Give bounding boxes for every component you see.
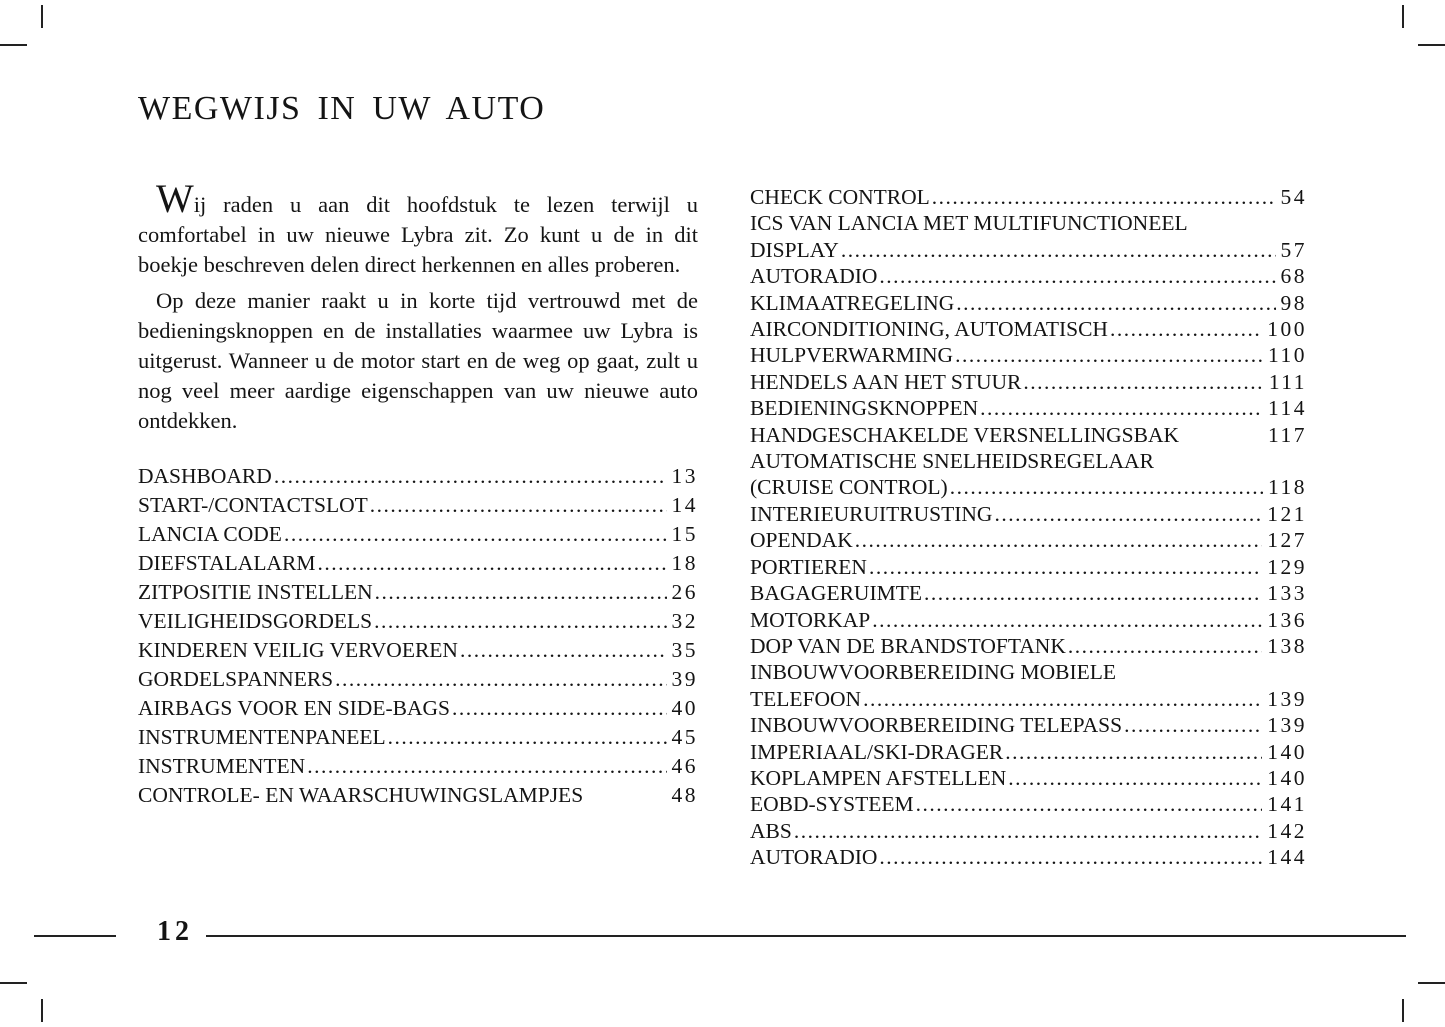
toc-entry-line — [750, 739, 1307, 765]
toc-page-number: 48 — [671, 783, 698, 807]
crop-mark-top-right-horizontal — [1418, 44, 1445, 46]
toc-entry-line — [750, 290, 1307, 316]
toc-dot-leader — [956, 290, 1275, 316]
toc-label: INTERIEURUITRUSTING — [750, 501, 993, 526]
initial-capital: W — [156, 176, 194, 221]
toc-page-number: 54 — [1280, 185, 1307, 209]
toc-label: INSTRUMENTEN — [138, 754, 306, 778]
toc-dot-leader — [317, 549, 666, 578]
toc-page-number: 68 — [1280, 264, 1307, 289]
intro-text — [138, 176, 698, 436]
toc-label: AUTOMATISCHE SNELHEIDSREGELAAR — [750, 449, 1154, 474]
toc-entry-line — [750, 844, 1307, 870]
toc-left — [138, 462, 698, 810]
toc-page-number: 57 — [1280, 237, 1307, 262]
toc-label: OPENDAK — [750, 528, 853, 553]
toc-dot-leader — [932, 184, 1276, 210]
toc-page-number: 45 — [671, 725, 698, 749]
toc-entry-line — [750, 263, 1307, 289]
toc-dot-leader — [1124, 712, 1262, 738]
toc-entry-line — [750, 527, 1307, 553]
footer-page-number: 12 — [157, 916, 193, 947]
toc-dot-leader — [994, 501, 1262, 527]
toc-page-number: 141 — [1267, 792, 1307, 817]
toc-page-number: 46 — [671, 754, 698, 778]
toc-entry-line — [138, 462, 698, 491]
left-column — [138, 176, 698, 810]
toc-entry-line — [750, 237, 1307, 263]
toc-label: MOTORKAP — [750, 607, 871, 632]
toc-page-number: 35 — [671, 638, 698, 662]
toc-dot-leader — [980, 395, 1263, 421]
toc-label: INBOUWVOORBEREIDING TELEPASS — [750, 713, 1123, 738]
toc-label: GORDELSPANNERS — [138, 667, 334, 691]
toc-dot-leader — [841, 237, 1276, 263]
toc-dot-leader — [1110, 316, 1262, 342]
footer-rule-left — [34, 935, 116, 937]
toc-entry-line — [138, 723, 698, 752]
toc-entry-line — [750, 501, 1307, 527]
toc-dot-leader — [872, 607, 1262, 633]
toc-dot-leader — [794, 818, 1262, 844]
toc-entry-line — [750, 818, 1307, 844]
toc-page-number: 18 — [671, 551, 698, 575]
toc-page-number: 136 — [1267, 607, 1307, 632]
toc-page-number: 14 — [671, 493, 698, 517]
intro-paragraph-1 — [138, 176, 698, 280]
toc-entry-line — [750, 448, 1307, 474]
toc-dot-leader — [950, 474, 1263, 500]
toc-label: IMPERIAAL/SKI-DRAGER — [750, 739, 1004, 764]
toc-entry-line — [750, 369, 1307, 395]
toc-entry-line — [750, 422, 1307, 448]
toc-label: AIRCONDITIONING, AUTOMATISCH — [750, 317, 1108, 342]
toc-entry-line — [138, 491, 698, 520]
toc-entry-line — [750, 554, 1307, 580]
toc-label: DOP VAN DE BRANDSTOFTANK — [750, 633, 1066, 658]
toc-entry-line — [750, 686, 1307, 712]
toc-label: KLIMAATREGELING — [750, 290, 955, 315]
toc-page-number: 13 — [671, 464, 698, 488]
toc-entry-line — [138, 607, 698, 636]
toc-label: BEDIENINGSKNOPPEN — [750, 396, 979, 421]
toc-page-number: 142 — [1267, 818, 1307, 843]
toc-entry-line — [138, 549, 698, 578]
toc-dot-leader — [460, 636, 667, 665]
toc-entry-line — [750, 316, 1307, 342]
toc-right — [750, 184, 1307, 871]
toc-label: ZITPOSITIE INSTELLEN — [138, 580, 373, 604]
toc-page-number: 114 — [1268, 396, 1307, 421]
toc-dot-leader — [869, 554, 1262, 580]
toc-label: TELEFOON — [750, 686, 862, 711]
toc-page-number: 100 — [1267, 317, 1307, 342]
toc-entry-line — [138, 520, 698, 549]
toc-page-number: 139 — [1267, 686, 1307, 711]
toc-label: VEILIGHEIDSGORDELS — [138, 609, 373, 633]
toc-entry-line — [750, 791, 1307, 817]
toc-dot-leader — [879, 263, 1275, 289]
toc-dot-leader — [916, 791, 1263, 817]
toc-entry-line — [138, 752, 698, 781]
toc-label: INSTRUMENTENPANEEL — [138, 725, 386, 749]
toc-dot-leader — [284, 520, 667, 549]
toc-entry-line — [138, 578, 698, 607]
toc-label: HULPVERWARMING — [750, 343, 954, 368]
toc-dot-leader — [375, 578, 667, 607]
toc-page-number: 140 — [1267, 765, 1307, 790]
toc-page-number: 26 — [671, 580, 698, 604]
toc-label: INBOUWVOORBEREIDING MOBIELE — [750, 660, 1117, 685]
crop-mark-bottom-left-horizontal — [0, 982, 27, 984]
right-column — [750, 184, 1307, 871]
toc-page-number: 129 — [1267, 554, 1307, 579]
toc-entry-line — [138, 665, 698, 694]
toc-label: BAGAGERUIMTE — [750, 581, 922, 606]
toc-dot-leader — [335, 665, 666, 694]
toc-dot-leader — [452, 694, 667, 723]
toc-page-number: 98 — [1280, 290, 1307, 315]
toc-page-number: 15 — [671, 522, 698, 546]
toc-page-number: 118 — [1268, 475, 1307, 500]
crop-mark-bottom-left-vertical — [41, 999, 43, 1022]
toc-page-number: 110 — [1268, 343, 1307, 368]
toc-entry-line — [750, 580, 1307, 606]
toc-label: LANCIA CODE — [138, 522, 282, 546]
toc-dot-leader — [1005, 739, 1262, 765]
toc-entry-line — [138, 636, 698, 665]
toc-entry-line — [138, 694, 698, 723]
crop-mark-top-left-horizontal — [0, 44, 27, 46]
toc-label: (CRUISE CONTROL) — [750, 475, 948, 500]
toc-dot-leader — [370, 491, 667, 520]
toc-label: ICS VAN LANCIA MET MULTIFUNCTIONEEL — [750, 211, 1188, 236]
toc-entry-line — [750, 184, 1307, 210]
toc-dot-leader — [863, 686, 1262, 712]
toc-dot-leader — [1008, 765, 1262, 791]
toc-page-number: 111 — [1268, 369, 1307, 394]
toc-label: AUTORADIO — [750, 264, 878, 289]
toc-dot-leader — [374, 607, 666, 636]
toc-entry-line — [750, 342, 1307, 368]
toc-label: ABS — [750, 818, 792, 843]
toc-dot-leader — [388, 723, 667, 752]
toc-page-number: 121 — [1267, 501, 1307, 526]
toc-entry-line — [750, 765, 1307, 791]
toc-page-number: 140 — [1267, 739, 1307, 764]
toc-page-number: 133 — [1267, 581, 1307, 606]
toc-entry-line — [138, 781, 698, 810]
page-title: WEGWIJS IN UW AUTO — [138, 90, 546, 127]
toc-label: AUTORADIO — [750, 845, 878, 870]
toc-entry-line — [750, 210, 1307, 236]
crop-mark-top-left-vertical — [41, 5, 43, 28]
toc-label: DIEFSTALALARM — [138, 551, 316, 575]
toc-page-number: 138 — [1267, 633, 1307, 658]
intro-paragraph-1-text: ij raden u aan dit hoofdstuk te lezen terwijl u comfortabel in uw nieuwe Lybra zit. Zo kunt u de in dit boekje beschreven delen direct herkennen en alles proberen. — [138, 192, 698, 277]
toc-dot-leader — [307, 752, 666, 781]
toc-page-number: 32 — [671, 609, 698, 633]
toc-page-number: 144 — [1267, 845, 1307, 870]
toc-label: HANDGESCHAKELDE VERSNELLINGSBAK — [750, 422, 1180, 447]
toc-dot-leader — [1023, 369, 1264, 395]
toc-entry-line — [750, 712, 1307, 738]
toc-entry-line — [750, 474, 1307, 500]
toc-label: KINDEREN VEILIG VERVOEREN — [138, 638, 458, 662]
toc-dot-leader — [924, 580, 1262, 606]
toc-dot-leader — [274, 462, 667, 491]
toc-dot-leader — [1068, 633, 1262, 659]
toc-entry-line — [750, 659, 1307, 685]
toc-label: DASHBOARD — [138, 464, 272, 488]
toc-dot-leader — [955, 342, 1263, 368]
toc-page-number: 40 — [671, 696, 698, 720]
toc-label: DISPLAY — [750, 237, 839, 262]
toc-entry-line — [750, 633, 1307, 659]
toc-dot-leader — [879, 844, 1262, 870]
toc-label: CHECK CONTROL — [750, 185, 930, 209]
toc-label: HENDELS AAN HET STUUR — [750, 369, 1022, 394]
toc-label: START-/CONTACTSLOT — [138, 493, 368, 517]
toc-page-number: 127 — [1267, 528, 1307, 553]
crop-mark-top-right-vertical — [1402, 5, 1404, 28]
toc-label: AIRBAGS VOOR EN SIDE-BAGS — [138, 696, 450, 720]
crop-mark-bottom-right-horizontal — [1418, 982, 1445, 984]
toc-label: KOPLAMPEN AFSTELLEN — [750, 765, 1007, 790]
toc-page-number: 139 — [1267, 713, 1307, 738]
toc-dot-leader — [855, 527, 1263, 553]
toc-label: CONTROLE- EN WAARSCHUWINGSLAMPJES — [138, 783, 584, 807]
toc-entry-line — [750, 395, 1307, 421]
toc-label: EOBD-SYSTEEM — [750, 792, 914, 817]
toc-entry-line — [750, 607, 1307, 633]
toc-label: PORTIEREN — [750, 554, 867, 579]
footer-rule-right — [206, 935, 1406, 937]
toc-page-number: 117 — [1268, 422, 1307, 447]
toc-page-number: 39 — [671, 667, 698, 691]
crop-mark-bottom-right-vertical — [1402, 999, 1404, 1022]
intro-paragraph-2: Op deze manier raakt u in korte tijd vertrouwd met de bedieningsknoppen en de installaties waarmee uw Lybra is uitgerust. Wanneer u de motor start en de weg op gaat, zult u nog veel meer aardige eigenschappen van uw nieuwe auto ontdekken. — [138, 288, 698, 433]
